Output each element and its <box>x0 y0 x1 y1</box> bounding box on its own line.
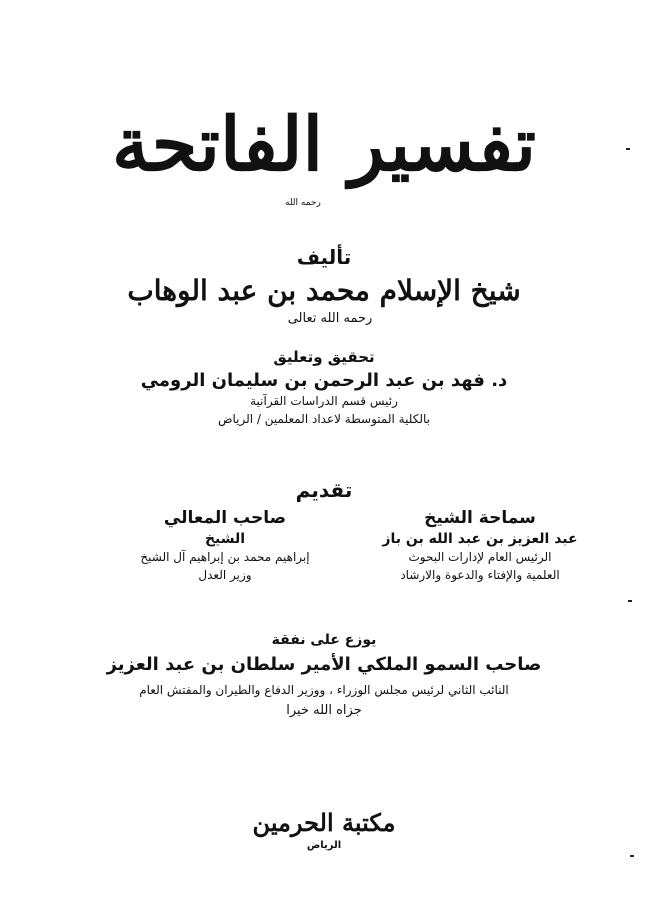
sponsor-role: النائب الثاني لرئيس مجلس الوزراء ، ووزير الدفاع والطيران والمفتش العام <box>139 683 509 697</box>
editing-label: تحقيق وتعليق <box>273 348 375 366</box>
introducer-left-title: صاحب المعالي <box>163 508 287 528</box>
distribution-label: يوزع على نفقة <box>271 632 377 648</box>
introducer-right <box>330 510 630 581</box>
editor-name: د. فهد بن عبد الرحمن بن سليمان الرومي <box>140 370 508 391</box>
authorship-label: تأليف <box>296 245 352 269</box>
introducer-right-title: سماحة الشيخ <box>424 508 536 528</box>
sponsor-blessing: جزاه الله خيرا <box>286 703 362 718</box>
scan-edge-mark <box>630 855 634 857</box>
introducer-left-honorific: الشيخ <box>204 531 246 547</box>
introducer-right-role2: العلمية والإفتاء والدعوة والارشاد <box>400 568 560 582</box>
introducer-right-name: عبد العزيز بن عبد الله بن باز <box>382 531 578 547</box>
scan-edge-mark <box>628 600 632 602</box>
introducer-right-role1: الرئيس العام لإدارات البحوث <box>408 550 552 564</box>
scan-edge-mark <box>626 148 630 150</box>
introducer-left <box>110 510 340 581</box>
publisher-name: مكتبة الحرمين <box>252 808 396 837</box>
sponsor-name: صاحب السمو الملكي الأمير سلطان بن عبد العزيز <box>106 654 542 675</box>
introduction-label: تقديم <box>295 478 353 502</box>
book-title: تفسير الفاتحة <box>111 102 537 188</box>
editor-role-line2: بالكلية المتوسطة لاعداد المعلمين / الرياض <box>218 412 430 426</box>
author-name: شيخ الإسلام محمد بن عبد الوهاب <box>127 274 521 307</box>
author-mercy-phrase: رحمه الله تعالى <box>287 311 373 326</box>
introducer-left-role: وزير العدل <box>198 568 252 582</box>
editor-role-line1: رئيس قسم الدراسات القرآنية <box>250 394 398 408</box>
publisher-city: الرياض <box>306 840 342 851</box>
title-small-note: رحمه الله <box>285 198 321 208</box>
introducer-left-name: إبراهيم محمد بن إبراهيم آل الشيخ <box>140 550 310 564</box>
